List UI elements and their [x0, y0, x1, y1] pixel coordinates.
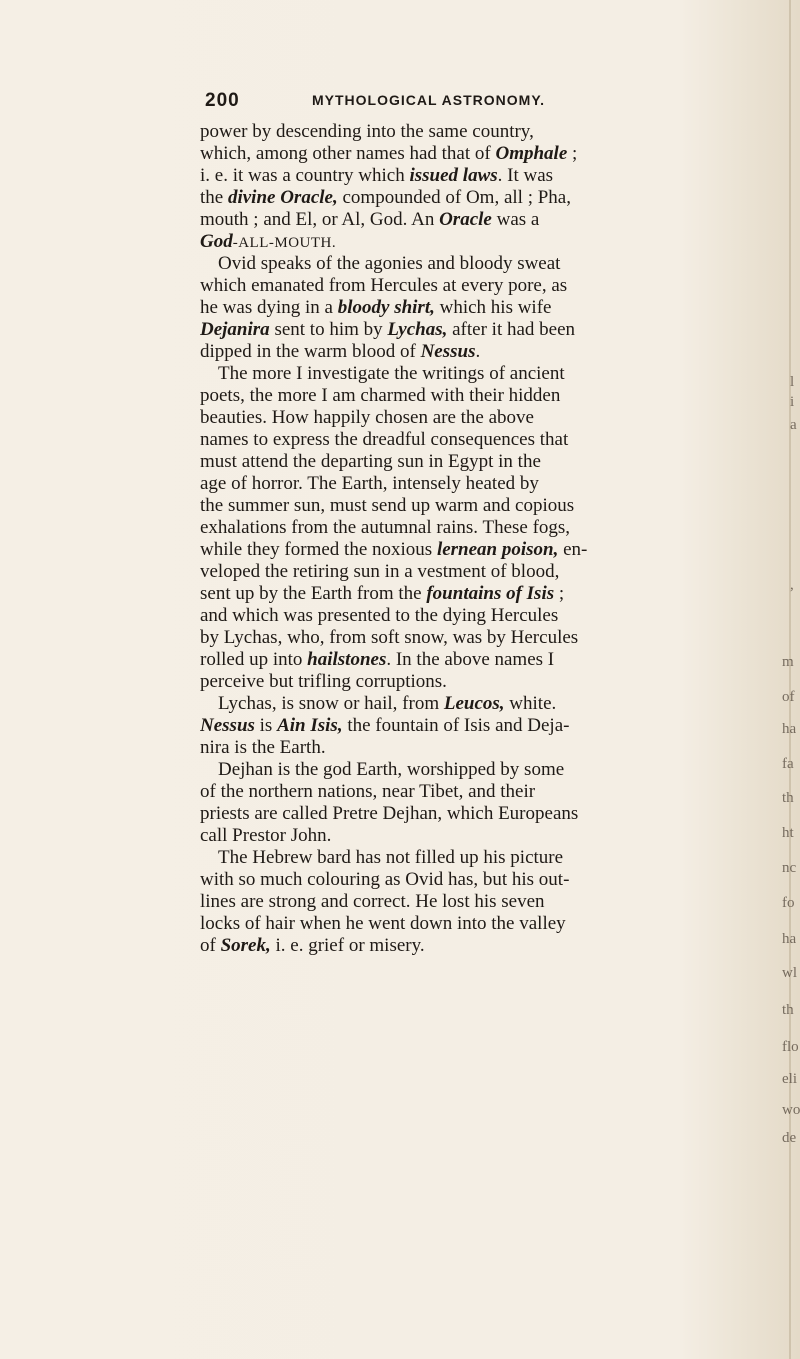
text-run: veloped the retiring sun in a vestment of blood, — [200, 561, 560, 582]
text-line — [200, 429, 750, 451]
text-run: i. e. it was a country which — [200, 165, 410, 186]
text-line — [200, 759, 750, 781]
text-run: priests are called Pretre Dejhan, which Europeans — [200, 803, 579, 824]
text-line — [200, 385, 750, 407]
bleed-mark: of — [782, 689, 795, 705]
text-run: Ovid speaks of the agonies and bloody sweat — [218, 253, 561, 274]
text-run: perceive but trifling corruptions. — [200, 671, 447, 692]
text-run: of the northern nations, near Tibet, and their — [200, 781, 536, 802]
italic-term: Leucos, — [443, 693, 505, 714]
text-line — [200, 539, 750, 561]
text-line — [200, 209, 750, 231]
text-line — [200, 715, 750, 737]
italic-term: issued laws — [409, 165, 498, 186]
text-run: names to express the dreadful consequences that — [200, 429, 569, 450]
bleed-mark: ha — [782, 721, 797, 737]
text-run: . In the above names I — [386, 649, 555, 670]
text-line — [200, 341, 750, 363]
text-run: after it had been — [447, 319, 576, 340]
bleed-mark: flo — [782, 1039, 799, 1055]
italic-term: Nessus — [420, 341, 476, 362]
italic-term: Sorek, — [220, 935, 271, 956]
body-text — [200, 121, 750, 957]
text-run: The Hebrew bard has not filled up his picture — [218, 847, 564, 868]
text-run: mouth ; and El, or Al, God. An — [200, 209, 440, 230]
text-line — [200, 275, 750, 297]
text-run: dipped in the warm blood of — [200, 341, 421, 362]
text-line — [200, 803, 750, 825]
text-run: call Prestor John. — [200, 825, 332, 846]
text-line — [200, 935, 750, 957]
bleed-mark: wl — [782, 965, 797, 981]
text-run: white. — [504, 693, 557, 714]
bleed-mark: i — [790, 394, 795, 410]
bleed-mark: ht — [782, 825, 794, 841]
text-run: poets, the more I am charmed with their hidden — [200, 385, 561, 406]
text-run: which his wife — [434, 297, 552, 318]
italic-term: Lychas, — [387, 319, 448, 340]
page-header — [205, 90, 795, 114]
page-number: 200 — [205, 90, 240, 111]
text-line — [200, 891, 750, 913]
text-run: i. e. grief or misery. — [270, 935, 425, 956]
text-run: locks of hair when he went down into the valley — [200, 913, 566, 934]
small-caps-text: -ALL-MOUTH. — [232, 235, 337, 251]
text-run: with so much colouring as Ovid has, but his out- — [200, 869, 570, 890]
italic-term: hailstones — [307, 649, 387, 670]
text-line — [200, 869, 750, 891]
text-run: Dejhan is the god Earth, worshipped by some — [218, 759, 565, 780]
bleed-mark: fa — [782, 756, 794, 772]
text-run: Lychas, is snow or hail, from — [218, 693, 444, 714]
text-line — [200, 605, 750, 627]
text-run: age of horror. The Earth, intensely heated by — [200, 473, 539, 494]
text-run: sent up by the Earth from the — [200, 583, 427, 604]
text-run: sent to him by — [269, 319, 388, 340]
text-run: . — [475, 341, 481, 362]
bleed-mark: th — [782, 1002, 794, 1018]
italic-term: lernean poison, — [436, 539, 559, 560]
text-run: . It was — [497, 165, 554, 186]
text-run: rolled up into — [200, 649, 308, 670]
text-run: while they formed the noxious — [200, 539, 437, 560]
bleed-mark: wo — [782, 1102, 800, 1118]
italic-term: Oracle — [439, 209, 492, 230]
text-line — [200, 297, 750, 319]
text-line — [200, 231, 750, 253]
text-run: must attend the departing sun in Egypt in the — [200, 451, 541, 472]
text-line — [200, 253, 750, 275]
text-run: and which was presented to the dying Hercules — [200, 605, 559, 626]
text-run: beauties. How happily chosen are the above — [200, 407, 534, 428]
text-run: was a — [491, 209, 540, 230]
text-run: is — [254, 715, 278, 736]
text-run: lines are strong and correct. He lost his seven — [200, 891, 545, 912]
text-line — [200, 781, 750, 803]
text-line — [200, 473, 750, 495]
bleed-mark: ha — [782, 931, 797, 947]
text-line — [200, 407, 750, 429]
text-line — [200, 363, 750, 385]
italic-term: God — [200, 231, 233, 252]
text-run: the fountain of Isis and Deja- — [342, 715, 570, 736]
text-run: en- — [558, 539, 588, 560]
text-line — [200, 847, 750, 869]
text-line — [200, 319, 750, 341]
text-line — [200, 143, 750, 165]
text-line — [200, 495, 750, 517]
bleed-mark: fo — [782, 895, 795, 911]
italic-term: Dejanira — [200, 319, 270, 340]
text-run: he was dying in a — [200, 297, 338, 318]
text-run: power by descending into the same country, — [200, 121, 534, 142]
italic-term: fountains of Isis — [426, 583, 555, 604]
text-line — [200, 187, 750, 209]
text-run: exhalations from the autumnal rains. These fogs, — [200, 517, 571, 538]
text-line — [200, 451, 750, 473]
text-run: which, among other names had that of — [200, 143, 496, 164]
text-run: which emanated from Hercules at every pore, as — [200, 275, 568, 296]
bleed-mark: th — [782, 790, 794, 806]
text-run: nira is the Earth. — [200, 737, 326, 758]
text-line — [200, 825, 750, 847]
text-line — [200, 517, 750, 539]
text-run: of — [200, 935, 221, 956]
italic-term: Nessus — [200, 715, 255, 736]
text-line — [200, 627, 750, 649]
bleed-mark: eli — [782, 1071, 797, 1087]
text-line — [200, 737, 750, 759]
text-line — [200, 165, 750, 187]
bleed-mark: de — [782, 1130, 797, 1146]
text-line — [200, 671, 750, 693]
italic-term: Ain Isis, — [277, 715, 343, 736]
italic-term: bloody shirt, — [337, 297, 435, 318]
bleed-mark: , — [790, 577, 794, 593]
text-run: the — [200, 187, 228, 208]
bleed-mark: a — [790, 417, 797, 433]
text-run: compounded of Om, all ; Pha, — [337, 187, 571, 208]
text-run: by Lychas, who, from soft snow, was by Hercules — [200, 627, 579, 648]
text-line — [200, 913, 750, 935]
italic-term: divine Oracle, — [227, 187, 338, 208]
italic-term: Omphale — [495, 143, 568, 164]
text-run: ; — [554, 583, 565, 604]
bleed-mark: l — [790, 374, 795, 390]
text-run: The more I investigate the writings of ancient — [218, 363, 565, 384]
running-title: MYTHOLOGICAL ASTRONOMY. — [312, 92, 545, 108]
bleed-mark: nc — [782, 860, 797, 876]
text-line — [200, 649, 750, 671]
text-line — [200, 121, 750, 143]
bleed-through-text — [770, 0, 800, 1359]
text-line — [200, 583, 750, 605]
text-line — [200, 561, 750, 583]
text-run: the summer sun, must send up warm and copious — [200, 495, 575, 516]
text-line — [200, 693, 750, 715]
text-run: ; — [567, 143, 578, 164]
bleed-mark: m — [782, 654, 794, 670]
